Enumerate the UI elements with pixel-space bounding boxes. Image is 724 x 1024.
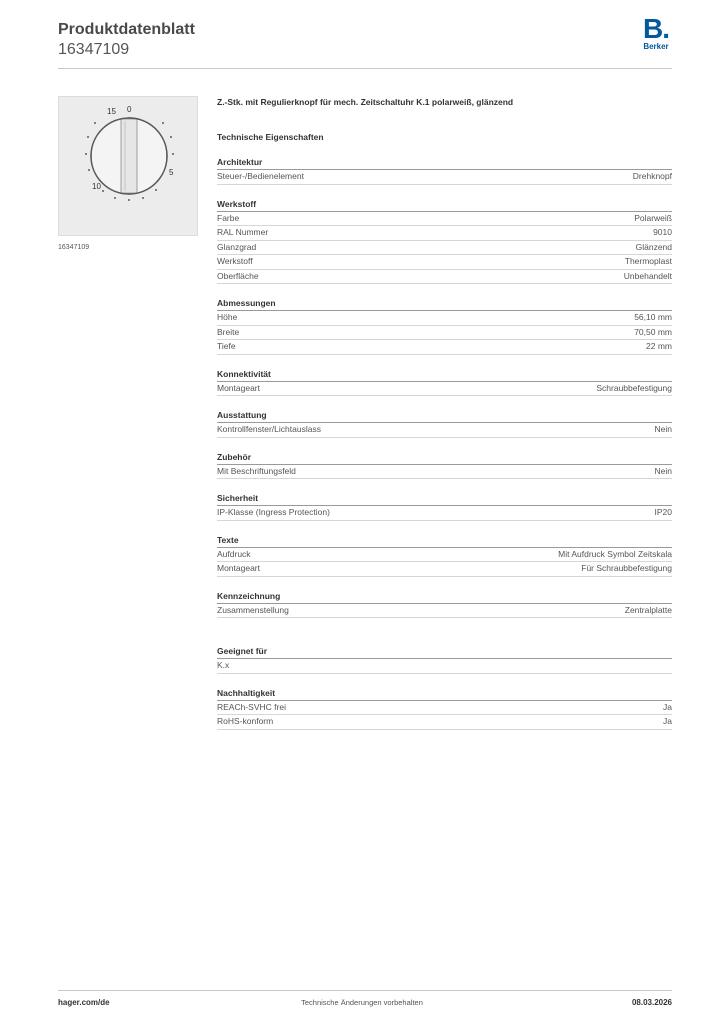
dial-label-5: 5 (169, 168, 174, 177)
spec-row (217, 562, 672, 577)
spec-label: Mit Beschriftungsfeld (217, 465, 296, 476)
spec-label: Kontrollfenster/Lichtauslass (217, 424, 321, 434)
spec-value: Für Schraubbefestigung (581, 563, 672, 573)
spec-row (217, 465, 672, 480)
image-caption: 16347109 (58, 244, 90, 251)
spec-group (217, 156, 672, 185)
product-description: Z.-Stk. mit Regulierknopf für mech. Zeitschaltuhr K.1 polarweiß, glänzend (217, 97, 514, 107)
spec-label: K.x (217, 660, 230, 670)
footer-divider (58, 990, 672, 991)
spec-row (217, 326, 672, 341)
spec-row (217, 506, 672, 521)
spec-label: Aufdruck (217, 548, 251, 559)
footer-website: hager.com/de (58, 998, 110, 1007)
spec-group (217, 409, 672, 438)
spec-group-title: Abmessungen (217, 297, 672, 311)
dial-label-10: 10 (92, 182, 101, 191)
spec-value: Nein (654, 424, 672, 434)
spec-label: RAL Nummer (217, 227, 269, 237)
spec-value: Ja (663, 701, 672, 712)
spec-group-title: Werkstoff (217, 198, 672, 212)
spec-group-title: Nachhaltigkeit (217, 687, 672, 701)
spec-group (217, 534, 672, 577)
spec-content (217, 96, 672, 730)
spec-label: Oberfläche (217, 270, 259, 281)
spec-row (217, 604, 672, 619)
spec-value: Unbehandelt (623, 270, 672, 281)
spec-label: Breite (217, 326, 240, 337)
footer-disclaimer: Technische Änderungen vorbehalten (301, 998, 423, 1007)
footer-date: 08.03.2026 (631, 998, 672, 1007)
spec-group (217, 687, 672, 730)
page-title: Produktdatenblatt (58, 21, 195, 38)
spec-group-title: Zubehör (217, 451, 672, 465)
logo-word: Berker (643, 42, 669, 51)
spec-row (217, 311, 672, 326)
spec-label: RoHS-konform (217, 716, 274, 726)
spec-value: 56,10 mm (634, 312, 672, 322)
spec-groups (217, 156, 672, 730)
timer-dial-illustration (59, 97, 197, 235)
spec-row (217, 255, 672, 270)
spec-row (217, 423, 672, 438)
spec-group (217, 492, 672, 521)
spec-group-title: Geeignet für (217, 645, 672, 659)
spec-label: REACh-SVHC frei (217, 701, 286, 712)
spec-group (217, 590, 672, 619)
berker-logo (638, 13, 674, 51)
spec-label: IP-Klasse (Ingress Protection) (217, 507, 330, 517)
spec-label: Höhe (217, 312, 238, 322)
spec-value: Polarweiß (634, 212, 672, 223)
spec-group (217, 297, 672, 355)
spec-label: Steuer-/Bedienelement (217, 171, 304, 181)
spec-value: 9010 (653, 227, 672, 237)
spec-value: Drehknopf (632, 171, 672, 181)
spec-group-title: Architektur (217, 156, 672, 170)
spec-row (217, 270, 672, 285)
spec-group-title: Kennzeichnung (217, 590, 672, 604)
dial-label-0: 0 (127, 105, 132, 114)
spec-row (217, 382, 672, 397)
spec-value: Zentralplatte (624, 604, 672, 615)
spec-label: Zusammenstellung (217, 604, 289, 615)
logo-mark: B. (643, 13, 669, 44)
spec-value: 70,50 mm (634, 326, 672, 337)
spec-label: Werkstoff (217, 256, 253, 266)
article-number: 16347109 (58, 41, 130, 58)
spec-value: IP20 (654, 507, 672, 517)
header-divider (58, 68, 672, 69)
spec-value: Mit Aufdruck Symbol Zeitskala (558, 548, 672, 559)
spec-group (217, 451, 672, 480)
spec-row (217, 659, 672, 674)
spec-group-title: Konnektivität (217, 368, 672, 382)
product-image (58, 96, 198, 236)
tech-properties-heading: Technische Eigenschaften (217, 132, 324, 142)
spec-row (217, 212, 672, 227)
spec-group-title: Ausstattung (217, 409, 672, 423)
spec-group-title: Texte (217, 534, 672, 548)
spec-row (217, 226, 672, 241)
spec-label: Montageart (217, 563, 260, 573)
spec-label: Tiefe (217, 341, 236, 351)
spec-row (217, 701, 672, 716)
spec-row (217, 241, 672, 256)
spec-group (217, 645, 672, 674)
spec-value: Ja (663, 716, 672, 726)
spec-label: Montageart (217, 382, 260, 393)
header (58, 20, 195, 60)
spec-label: Glanzgrad (217, 241, 257, 252)
spec-row (217, 340, 672, 355)
spec-row (217, 170, 672, 185)
spec-group (217, 198, 672, 285)
spec-group (217, 368, 672, 397)
spec-value: 22 mm (646, 341, 672, 351)
spec-value: Schraubbefestigung (596, 382, 672, 393)
spec-value: Glänzend (635, 241, 672, 252)
spec-value: Thermoplast (624, 256, 672, 266)
spec-row (217, 548, 672, 563)
spec-group-title: Sicherheit (217, 492, 672, 506)
spec-value: Nein (654, 465, 672, 476)
spec-label: Farbe (217, 212, 240, 223)
spec-row (217, 715, 672, 730)
dial-label-15: 15 (107, 107, 116, 116)
